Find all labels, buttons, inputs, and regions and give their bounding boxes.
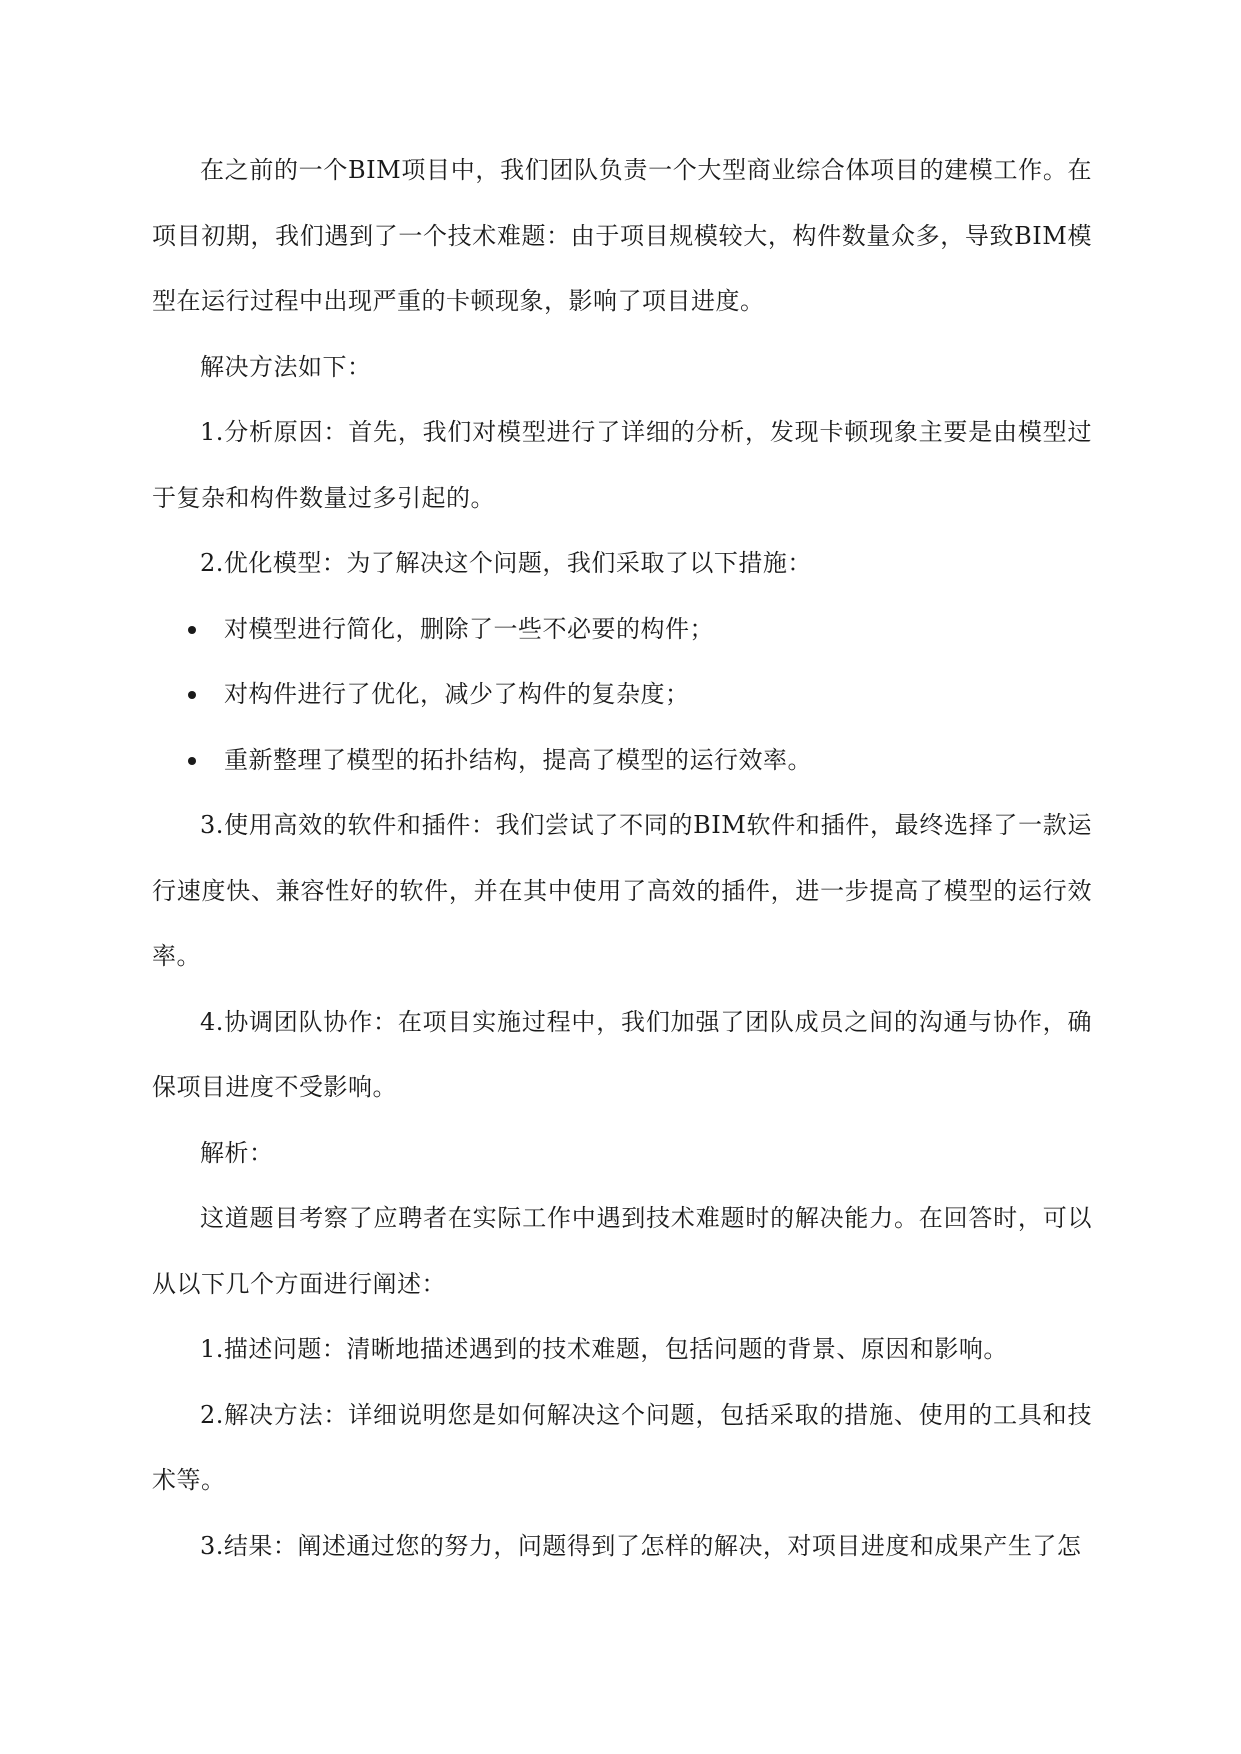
step-software-plugins: 3.使用高效的软件和插件：我们尝试了不同的BIM软件和插件，最终选择了一款运行速度快、兼容性好的软件，并在其中使用了高效的插件，进一步提高了模型的运行效率。 — [152, 811, 1092, 970]
list-item — [152, 728, 1092, 794]
bullet-icon — [188, 691, 196, 699]
list-item — [152, 662, 1092, 728]
analysis-point-result: 3.结果：阐述通过您的努力，问题得到了怎样的解决，对项目进度和成果产生了怎 — [200, 1531, 1082, 1560]
optimization-measures-list — [152, 597, 1092, 794]
intro-paragraph: 在之前的一个BIM项目中，我们团队负责一个大型商业综合体项目的建模工作。在项目初期，我们遇到了一个技术难题：由于项目规模较大，构件数量众多，导致BIM模型在运行过程中出现严重的卡顿现象，影响了项目进度。 — [152, 156, 1092, 315]
solution-heading: 解决方法如下： — [200, 352, 372, 381]
step-analyze-cause: 1.分析原因：首先，我们对模型进行了详细的分析，发现卡顿现象主要是由模型过于复杂和构件数量过多引起的。 — [152, 418, 1092, 512]
list-item-text: 重新整理了模型的拓扑结构，提高了模型的运行效率。 — [224, 745, 812, 774]
step-optimize-model: 2.优化模型：为了解决这个问题，我们采取了以下措施： — [200, 549, 812, 577]
analysis-paragraph: 这道题目考察了应聘者在实际工作中遇到技术难题时的解决能力。在回答时，可以从以下几个方面进行阐述： — [152, 1204, 1092, 1298]
list-item — [152, 597, 1092, 663]
bullet-icon — [188, 626, 196, 634]
step-team-coordination: 4.协调团队协作：在项目实施过程中，我们加强了团队成员之间的沟通与协作，确保项目进度不受影响。 — [152, 1007, 1092, 1101]
bullet-icon — [188, 757, 196, 765]
document-body — [152, 138, 1092, 1579]
list-item-text: 对模型进行简化，删除了一些不必要的构件； — [224, 614, 714, 643]
analysis-point-method: 2.解决方法：详细说明您是如何解决这个问题，包括采取的措施、使用的工具和技术等。 — [152, 1400, 1092, 1494]
analysis-heading: 解析： — [200, 1138, 274, 1167]
analysis-point-describe: 1.描述问题：清晰地描述遇到的技术难题，包括问题的背景、原因和影响。 — [200, 1335, 1008, 1363]
list-item-text: 对构件进行了优化，减少了构件的复杂度； — [224, 680, 690, 708]
